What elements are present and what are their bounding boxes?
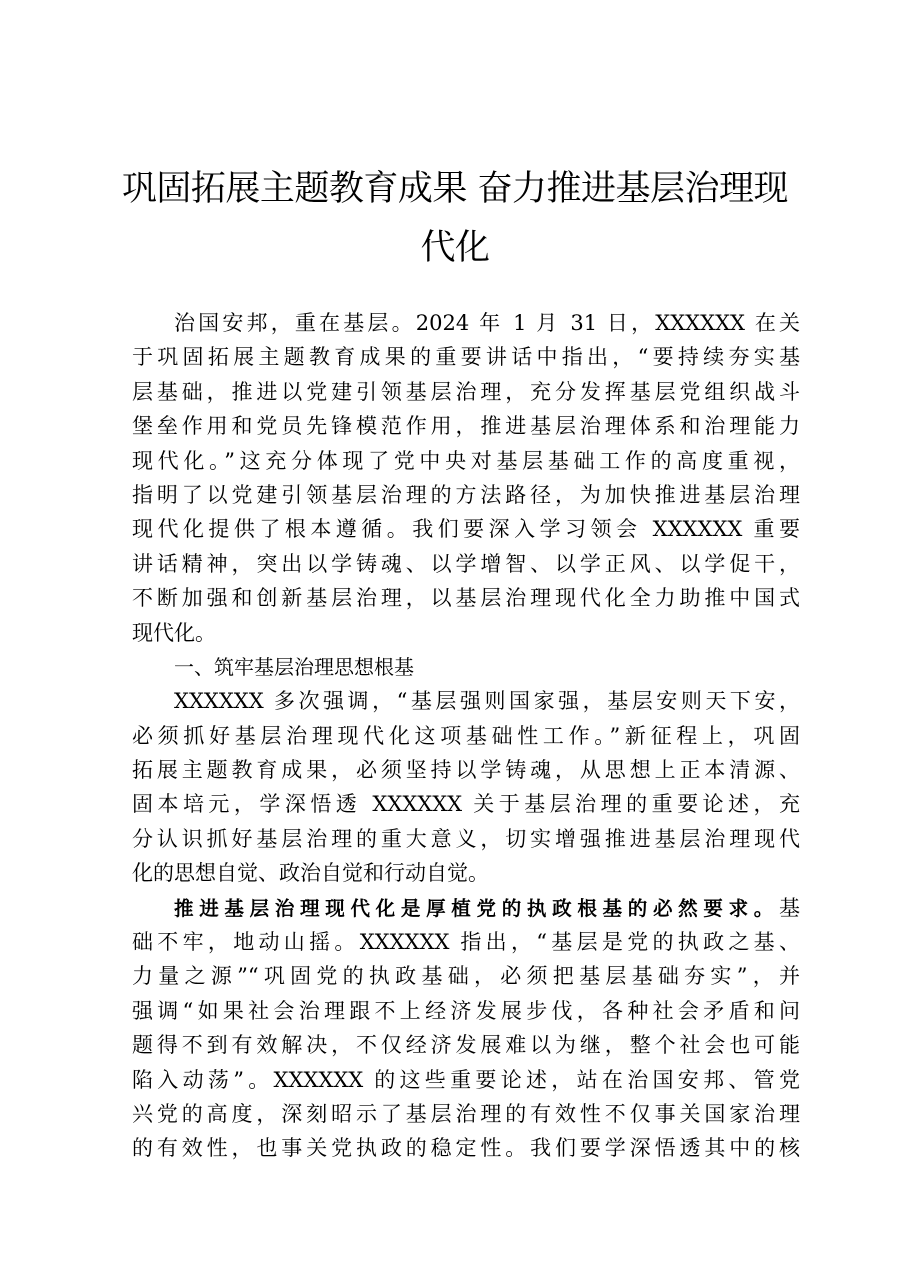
paragraph-lead-tail: 基 [779, 895, 800, 920]
text-line: 层基础，推进以党建引领基层治理，充分发挥基层党组织战斗 [132, 379, 800, 404]
paragraph-1 [132, 306, 800, 650]
text-line: 础不牢，地动山摇。XXXXXX 指出，“基层是党的执政之基、 [132, 930, 800, 955]
text-line: 讲话精神，突出以学铸魂、以学增智、以学正风、以学促干， [132, 551, 800, 576]
text-line-lead [132, 891, 800, 925]
text-line: 必须抓好基层治理现代化这项基础性工作。”新征程上，巩固 [132, 723, 800, 748]
text-line: 现代化。 [132, 620, 216, 645]
text-line: 固本培元，学深悟透 XXXXXX 关于基层治理的重要论述，充 [132, 792, 800, 817]
text-line: 分认识抓好基层治理的重大意义，切实增强推进基层治理现代 [132, 826, 800, 851]
paragraph-2 [132, 684, 800, 890]
text-line: 于巩固拓展主题教育成果的重要讲话中指出，“要持续夯实基 [132, 345, 800, 370]
paragraph-3 [132, 891, 800, 1166]
text-line: 现代化提供了根本遵循。我们要深入学习领会 XXXXXX 重要 [132, 517, 800, 542]
title-line-1: 巩固拓展主题教育成果 奋力推进基层治理现 [121, 169, 789, 209]
text-line: 不断加强和创新基层治理，以基层治理现代化全力助推中国式 [132, 586, 800, 611]
text-line: 化的思想自觉、政治自觉和行动自觉。 [132, 861, 489, 886]
section-heading-1: 一、筑牢基层治理思想根基 [174, 654, 414, 679]
text-line: 的有效性，也事关党执政的稳定性。我们要学深悟透其中的核 [132, 1136, 800, 1161]
text-line: 指明了以党建引领基层治理的方法路径，为加快推进基层治理 [132, 482, 800, 507]
text-line: 现代化。”这充分体现了党中央对基层基础工作的高度重视， [132, 448, 800, 473]
text-line: XXXXXX 多次强调，“基层强则国家强，基层安则天下安， [174, 689, 800, 714]
text-line: 力量之源”“巩固党的执政基础，必须把基层基础夯实”，并 [132, 964, 800, 989]
text-line: 陷入动荡”。XXXXXX 的这些重要论述，站在治国安邦、管党 [132, 1067, 800, 1092]
text-line: 题得不到有效解决，不仅经济发展难以为继，整个社会也可能 [132, 1033, 800, 1058]
text-line: 堡垒作用和党员先锋模范作用，推进基层治理体系和治理能力 [132, 414, 800, 439]
paragraph-lead-sentence: 推进基层治理现代化是厚植党的执政根基的必然要求。 [174, 896, 779, 920]
text-line: 兴党的高度，深刻昭示了基层治理的有效性不仅事关国家治理 [132, 1101, 800, 1126]
text-line: 强调“如果社会治理跟不上经济发展步伐，各种社会矛盾和问 [132, 998, 800, 1023]
document-title [120, 160, 790, 278]
text-line: 拓展主题教育成果，必须坚持以学铸魂，从思想上正本清源、 [132, 758, 800, 783]
text-line: 治国安邦，重在基层。2024 年 1 月 31 日，XXXXXX 在关 [174, 311, 800, 335]
document-body [132, 306, 800, 1166]
title-line-2: 代化 [420, 228, 490, 268]
